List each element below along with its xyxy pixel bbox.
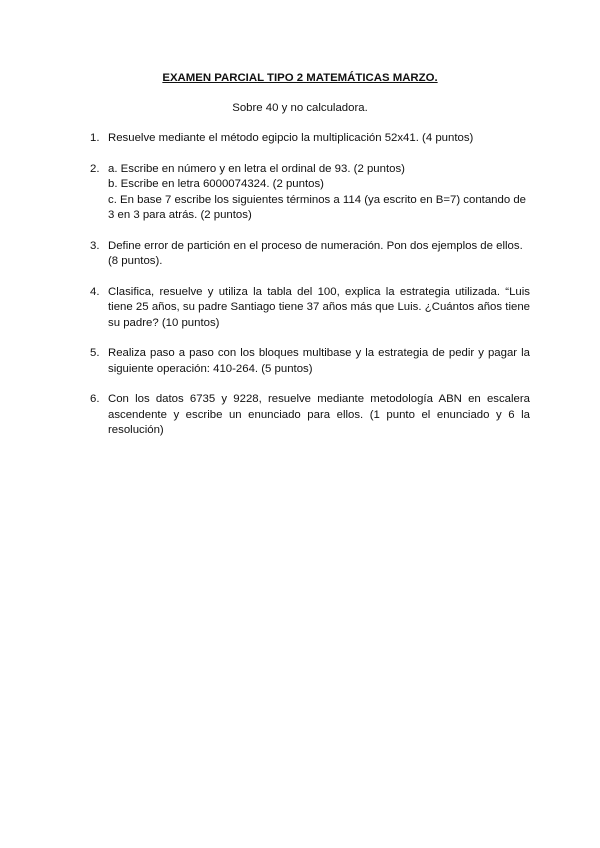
question-part-b: b. Escribe en letra 6000074324. (2 puntos) [108, 178, 324, 190]
question-text: Con los datos 6735 y 9228, resuelve mediante metodología ABN en escalera ascendente y escribe un enunciado para ellos. (1 punto el enunciado y 6 la resolución) [108, 393, 530, 436]
question-number: 6. [90, 393, 100, 405]
question-part-c: c. En base 7 escribe los siguientes términos a 114 (ya escrito en B=7) contando de 3 en 3 para atrás. (2 puntos) [108, 193, 526, 221]
question-3 [90, 239, 530, 270]
question-6 [90, 392, 530, 439]
question-number: 2. [90, 162, 100, 175]
question-parts [108, 162, 530, 224]
question-text: Define error de partición en el proceso de numeración. Pon dos ejemplos de ellos. (8 puntos). [108, 239, 523, 267]
question-list [90, 131, 530, 454]
exam-title: EXAMEN PARCIAL TIPO 2 MATEMÁTICAS MARZO. [162, 72, 438, 84]
question-part-a: a. Escribe en número y en letra el ordinal de 93. (2 puntos) [108, 162, 405, 175]
exam-subtitle: Sobre 40 y no calculadora. [232, 102, 368, 114]
question-number: 1. [90, 132, 100, 144]
question-number: 5. [90, 347, 100, 359]
question-4 [90, 285, 530, 332]
question-text: Realiza paso a paso con los bloques multibase y la estrategia de pedir y pagar la siguiente operación: 410-264. (5 puntos) [108, 347, 530, 375]
question-text: Clasifica, resuelve y utiliza la tabla del 100, explica la estrategia utilizada. “Luis tiene 25 años, su padre Santiago tiene 37 años más que Luis. ¿Cuántos años tiene su padre? (10 puntos) [108, 285, 530, 329]
question-text: Resuelve mediante el método egipcio la multiplicación 52x41. (4 puntos) [108, 132, 474, 144]
question-number: 4. [90, 285, 100, 298]
question-1 [90, 131, 530, 147]
question-5 [90, 346, 530, 377]
question-number: 3. [90, 239, 100, 252]
question-2 [90, 162, 530, 224]
